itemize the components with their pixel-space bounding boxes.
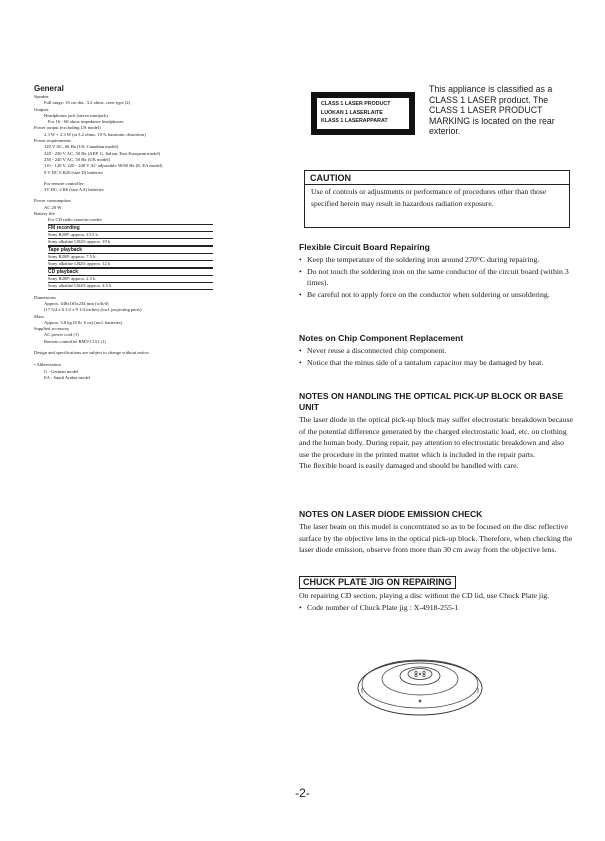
- chuck-plate-title: CHUCK PLATE JIG ON REPAIRING: [299, 576, 456, 589]
- laser-emission-title: NOTES ON LASER DIODE EMISSION CHECK: [299, 509, 483, 519]
- laser-emission-text: The laser beam on this model is concentrated so as to be focused on the disc reflective surface by the objective lens in the optical pick-up block. Therefore, when checking the laser diode emission, observe from more than 30 cm away from the objective lens.: [299, 522, 573, 555]
- battery-row: Sony alkaline LR20: approx. 19 h: [48, 239, 213, 246]
- laser-emission-section: [299, 509, 575, 556]
- chuck-plate-text: On repairing CD section, playing a disc without the CD lid, use Chuck Plate jig.: [299, 591, 550, 600]
- battery-row: Sony R20P: approx. 13.5 h: [48, 232, 213, 239]
- laser-label-line: KLASS 1 LASERAPPARAT: [321, 118, 388, 124]
- speaker-label: Speaker: [34, 94, 49, 99]
- power-output-value: 2.3 W + 2.3 W (at 3.2 ohms, 10 % harmonic distortion): [44, 131, 146, 137]
- general-heading: General: [34, 84, 64, 93]
- page-number: -2-: [295, 786, 310, 800]
- outputs-line: Headphones jack (stereo minijack): [44, 112, 108, 118]
- dimensions-label: Dimensions: [34, 294, 56, 300]
- speaker-value: Full range: 10 cm dia., 3.2 ohms, cone type (2): [44, 100, 131, 106]
- list-item: • Be careful not to apply force on the conductor when soldering or unsoldering.: [299, 289, 575, 301]
- flexible-board-section: [299, 242, 575, 300]
- laser-product-label: [311, 92, 415, 135]
- abbreviation-label: • Abbreviation: [34, 362, 61, 368]
- battery-life-table: [48, 224, 213, 290]
- battery-row: Sony alkaline LR20: approx. 12 h: [48, 261, 213, 268]
- caution-title: CAUTION: [305, 172, 569, 185]
- power-consumption-value: AC 20 W: [44, 204, 62, 210]
- outputs-label: Outputs: [34, 106, 49, 112]
- list-item: • Do not touch the soldering iron on the same conductor of the circuit board (within 3 times).: [299, 266, 575, 289]
- caution-text: Use of controls or adjustments or performance of procedures other than those specified herein may result in hazardous radiation exposure.: [311, 187, 547, 208]
- abbreviation-line: EA : Saudi Arabia model: [44, 374, 90, 380]
- power-requirements-line: 9 V DC 6 R20 (size D) batteries: [44, 169, 103, 175]
- list-item: • Notice that the minus side of a tantalum capacitor may be damaged by heat.: [299, 357, 575, 369]
- remote-label: For remote controller:: [44, 180, 85, 186]
- caution-box: [304, 170, 570, 228]
- battery-life-sublabel: For CD radio cassette-corder:: [48, 217, 103, 223]
- laser-label-line: CLASS 1 LASER PRODUCT: [321, 101, 391, 107]
- remote-value: 3V DC, 2 R6 (size AA) batteries: [44, 187, 104, 193]
- abbreviation-line: G : German model: [44, 368, 79, 374]
- optical-pickup-paragraph: The flexible board is easily damaged and should be handled with care.: [299, 461, 519, 471]
- power-requirements-line: 230 - 240 V AC, 50 Hz (UK model): [44, 156, 111, 162]
- power-output-label: Power output (excluding US model): [34, 125, 101, 131]
- design-note: Design and specifications are subject to change without notice.: [34, 350, 150, 356]
- optical-pickup-paragraph: The laser diode in the optical pick-up block may suffer electrostatic breakdown because of the potential difference generated by the charged electrostatic load, etc. on clothing and the human body. During repair, pay attention to electrostatic breakdown and also use the procedure in the printed matter which is included in the repair parts.: [299, 415, 573, 459]
- power-consumption-label: Power consumption: [34, 198, 71, 204]
- chuck-plate-jig-illustration: [355, 648, 485, 718]
- laser-label-line: LUOKAN 1 LASERLAITE: [321, 109, 383, 116]
- outputs-line: For 16 - 68 ohms impedance headphones: [48, 119, 124, 125]
- list-item: • Never reuse a disconnected chip component.: [299, 345, 575, 357]
- supplied-line: AC power cord (1): [44, 332, 79, 338]
- optical-pickup-section: [299, 391, 575, 472]
- laser-class-text: This appliance is classified as a CLASS 1 LASER product. The CLASS 1 LASER PRODUCT MARKING is located on the rear exterior.: [429, 84, 555, 136]
- mass-value: Approx. 3.8 kg (8 lb. 6 oz) (incl. batteries): [44, 319, 123, 325]
- power-requirements-label: Power requirements: [34, 138, 71, 144]
- battery-section-title: Tape playback: [48, 246, 213, 254]
- chip-component-title: Notes on Chip Component Replacement: [299, 333, 464, 343]
- supplied-label: Supplied accessory: [34, 326, 70, 332]
- dimensions-line: Approx. 448x165x234 mm (w/h/d): [44, 300, 109, 306]
- battery-row: Sony alkaline LR20: approx. 4.5 h: [48, 283, 213, 290]
- battery-row: Sony R20P: approx. 2.5 h: [48, 276, 213, 283]
- chuck-plate-section: [299, 572, 575, 613]
- battery-life-label: Battery life: [34, 211, 55, 217]
- battery-row: Sony R20P: approx. 7.5 h: [48, 254, 213, 261]
- battery-section-title: FM recording: [48, 224, 213, 232]
- flexible-board-title: Flexible Circuit Board Repairing: [299, 242, 430, 252]
- specifications: [34, 84, 249, 381]
- mass-label: Mass: [34, 313, 44, 319]
- battery-section-title: CD playback: [48, 268, 213, 276]
- power-requirements-line: 220 - 230 V AC, 50 Hz (AEP, G, Italian, East European model): [44, 150, 161, 156]
- power-requirements-line: 120 V AC, 60 Hz (US, Canadian model): [44, 144, 119, 150]
- supplied-line: Remote controller RMT-C151 (1): [44, 338, 106, 344]
- list-item: • Keep the temperature of the soldering iron around 270°C during repairing.: [299, 254, 575, 266]
- chip-component-section: [299, 333, 575, 368]
- dimensions-line: (17 3/4 x 6 1/2 x 9 1/4 inches) (incl. projecting parts): [44, 307, 142, 313]
- optical-pickup-title: NOTES ON HANDLING THE OPTICAL PICK-UP BLOCK OR BASE UNIT: [299, 391, 564, 412]
- list-item: • Code number of Chuck Plate jig : X-4918-255-1: [299, 602, 575, 614]
- power-requirements-line: 110 - 120 V, 220 - 240 V AC adjustable 50/60 Hz (E, EA model): [44, 163, 163, 169]
